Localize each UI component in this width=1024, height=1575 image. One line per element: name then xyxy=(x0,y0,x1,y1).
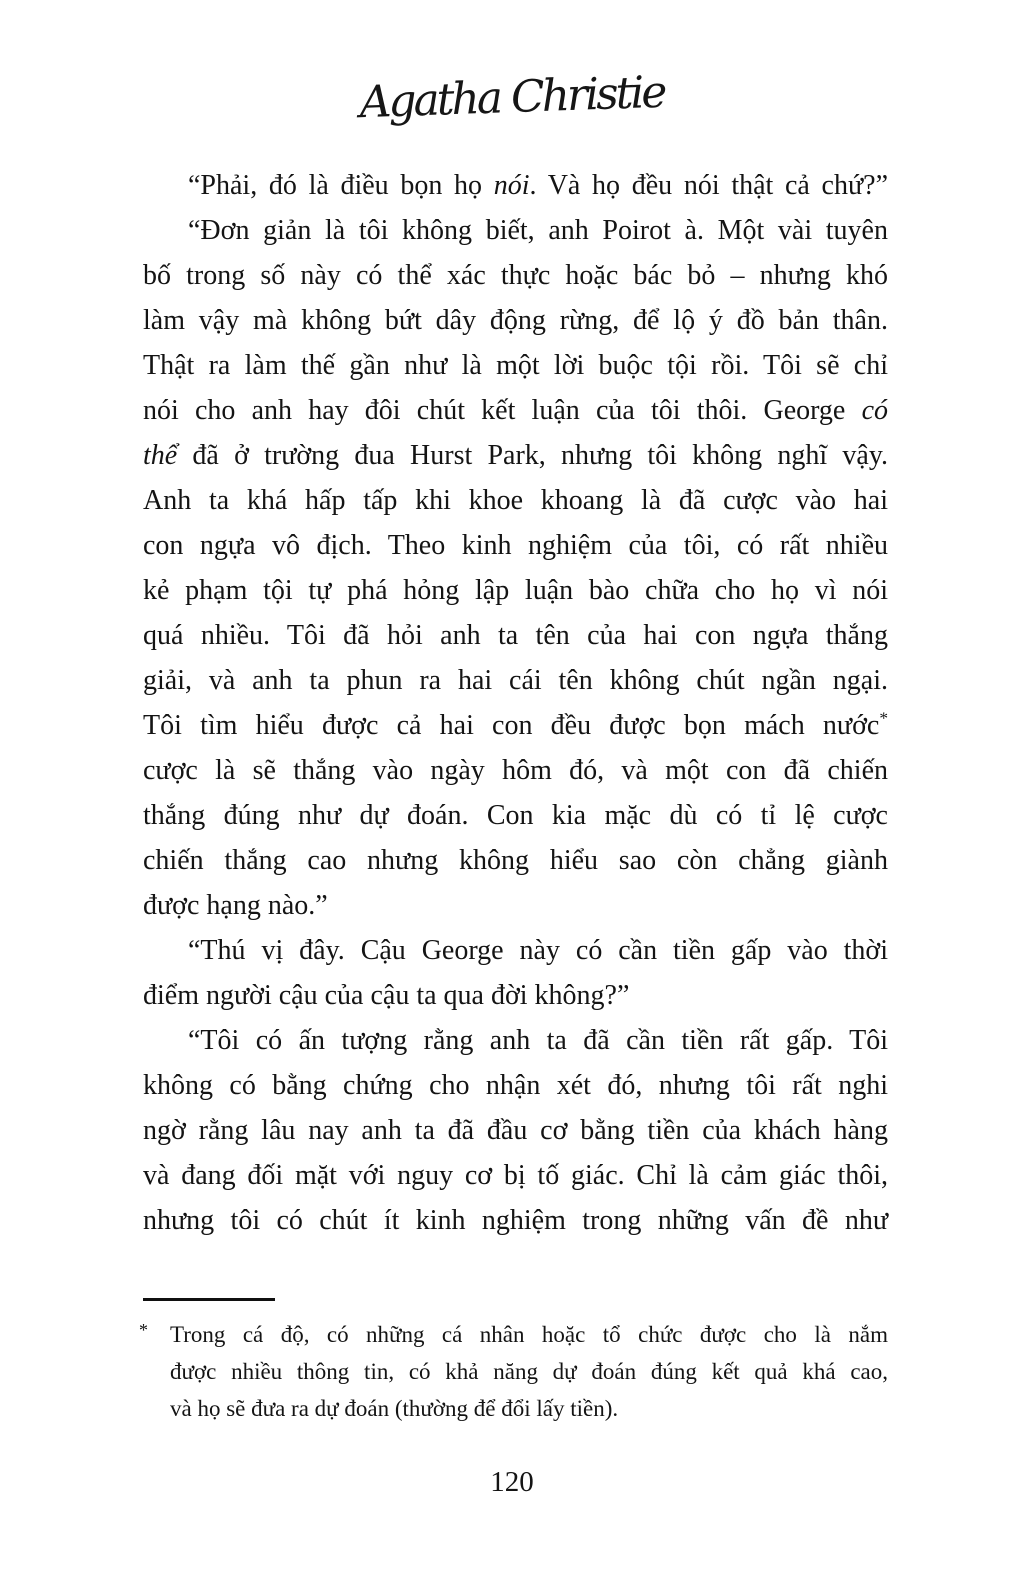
text-line xyxy=(188,208,888,253)
text-line xyxy=(143,658,888,703)
text-line xyxy=(143,838,888,883)
text-segment: cược là sẽ thắng vào ngày hôm đó, và một con đã chiến xyxy=(143,755,888,786)
text-line xyxy=(143,883,888,928)
text-segment: và họ sẽ đưa ra dự đoán (thường để đổi lấy tiền). xyxy=(170,1396,619,1421)
footnote-divider xyxy=(143,1298,275,1301)
text-segment: kẻ phạm tội tự phá hỏng lập luận bào chữa cho họ vì nói xyxy=(143,575,888,606)
text-segment: bố trong số này có thể xác thực hoặc bác bỏ – nhưng khó xyxy=(143,260,888,291)
text-line xyxy=(143,433,888,478)
text-line xyxy=(143,973,888,1018)
signature-icon xyxy=(311,55,713,141)
text-segment: không có bằng chứng cho nhận xét đó, nhưng tôi rất nghi xyxy=(143,1070,888,1101)
text-segment: Tôi tìm hiểu được cả hai con đều được bọn mách nước xyxy=(143,710,880,741)
text-line xyxy=(143,748,888,793)
text-line xyxy=(143,478,888,523)
text-segment: “Đơn giản là tôi không biết, anh Poirot à. Một vài tuyên xyxy=(188,215,888,246)
text-segment: có xyxy=(861,395,888,426)
footnote-marker: * xyxy=(139,1320,148,1340)
text-segment: làm vậy mà không bứt dây động rừng, để lộ ý đồ bản thân. xyxy=(143,305,888,336)
text-segment: Thật ra làm thế gần như là một lời buộc tội rồi. Tôi sẽ chỉ xyxy=(143,350,888,381)
text-segment: “Thú vị đây. Cậu George này có cần tiền gấp vào thời xyxy=(188,935,888,966)
text-segment: . Và họ đều nói thật cả chứ?” xyxy=(529,170,888,201)
text-line xyxy=(188,928,888,973)
footnote xyxy=(139,1316,888,1427)
text-line xyxy=(143,523,888,568)
text-segment: thể xyxy=(143,440,178,471)
text-segment: đã ở trường đua Hurst Park, nhưng tôi không nghĩ vậy. xyxy=(177,440,888,471)
body-text xyxy=(143,163,888,1243)
text-line xyxy=(143,703,888,748)
text-line xyxy=(143,1063,888,1108)
text-segment: chiến thắng cao nhưng không hiểu sao còn chẳng giành xyxy=(143,845,888,876)
text-segment: nói xyxy=(493,170,530,201)
text-line xyxy=(143,1153,888,1198)
text-line xyxy=(143,568,888,613)
text-line xyxy=(143,1108,888,1153)
signature-text: Agatha Christie xyxy=(358,66,666,129)
text-segment: giải, và anh ta phun ra hai cái tên không chút ngần ngại. xyxy=(143,665,888,696)
footnote-line xyxy=(170,1316,888,1353)
text-line xyxy=(143,388,888,433)
footnote-line xyxy=(170,1353,888,1390)
text-line xyxy=(143,613,888,658)
text-line xyxy=(143,298,888,343)
text-segment: “Tôi có ấn tượng rằng anh ta đã cần tiền rất gấp. Tôi xyxy=(188,1025,888,1056)
text-segment: ngờ rằng lâu nay anh ta đã đầu cơ bằng tiền của khách hàng xyxy=(143,1115,888,1146)
footnote-line xyxy=(170,1390,888,1427)
footnote-reference-asterisk: * xyxy=(879,708,888,728)
text-line xyxy=(143,793,888,838)
text-segment: thắng đúng như dự đoán. Con kia mặc dù có tỉ lệ cược xyxy=(143,800,888,831)
text-segment: và đang đối mặt với nguy cơ bị tố giác. Chỉ là cảm giác thôi, xyxy=(143,1160,888,1191)
text-line xyxy=(143,253,888,298)
text-line xyxy=(143,343,888,388)
text-segment: điểm người cậu của cậu ta qua đời không?” xyxy=(143,980,630,1011)
text-segment: nói cho anh hay đôi chút kết luận của tôi thôi. George xyxy=(143,395,862,426)
text-line xyxy=(143,1198,888,1243)
text-segment: được hạng nào.” xyxy=(143,890,328,921)
text-segment: con ngựa vô địch. Theo kinh nghiệm của tôi, có rất nhiều xyxy=(143,530,888,561)
text-line xyxy=(188,163,888,208)
text-segment: được nhiều thông tin, có khả năng dự đoán đúng kết quả khá cao, xyxy=(170,1359,888,1384)
text-segment: Trong cá độ, có những cá nhân hoặc tổ chức được cho là nắm xyxy=(170,1322,888,1347)
author-signature-logo xyxy=(0,62,1024,139)
text-line xyxy=(188,1018,888,1063)
text-segment: Anh ta khá hấp tấp khi khoe khoang là đã cược vào hai xyxy=(143,485,888,516)
page-number: 120 xyxy=(490,1466,534,1498)
text-segment: “Phải, đó là điều bọn họ xyxy=(188,170,494,201)
text-segment: nhưng tôi có chút ít kinh nghiệm trong những vấn đề như xyxy=(143,1205,888,1236)
text-segment: quá nhiều. Tôi đã hỏi anh ta tên của hai con ngựa thắng xyxy=(143,620,888,651)
